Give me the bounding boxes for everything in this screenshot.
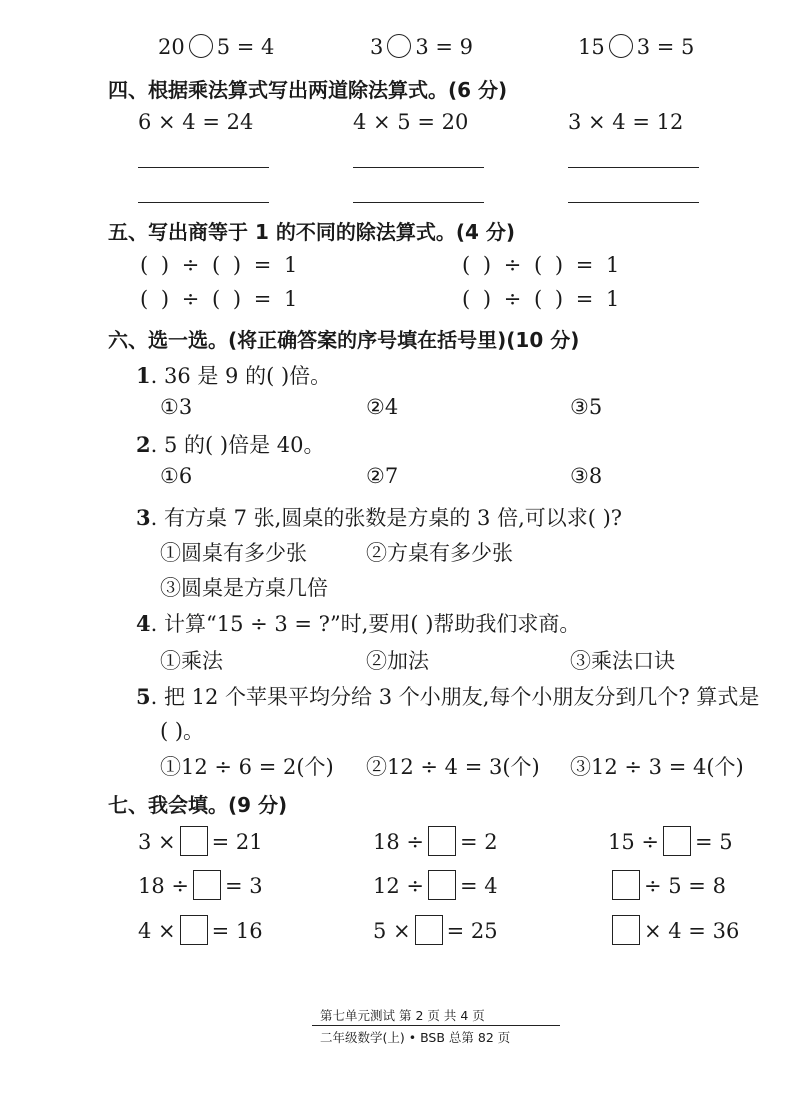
sec3-right: 3 = 9 — [415, 35, 474, 59]
eq-pre: 15 ÷ — [608, 830, 659, 854]
eq-post: × 4 = 36 — [644, 919, 740, 943]
answer-box[interactable] — [428, 826, 456, 856]
eq-pre: 4 × — [138, 919, 176, 943]
sec3-item-1 — [158, 34, 274, 59]
option[interactable]: ①6 — [160, 464, 193, 488]
sec5-template[interactable]: ( ) ÷ ( ) = 1 — [462, 287, 620, 311]
eq-post: = 5 — [695, 830, 733, 854]
question-number: 4 — [136, 611, 151, 636]
fill-equation — [608, 870, 726, 900]
eq-post: = 25 — [446, 919, 498, 943]
answer-circle[interactable] — [387, 34, 411, 58]
eq-post: = 16 — [211, 919, 263, 943]
footer-book-info: 二年级数学(上) • BSB 总第 82 页 — [320, 1030, 511, 1045]
question-number: 5 — [136, 684, 151, 709]
fill-equation — [373, 826, 498, 856]
question-number: 1 — [136, 363, 151, 388]
option[interactable]: ②方桌有多少张 — [366, 541, 513, 565]
section-7-title: 七、我会填。(9 分) — [108, 793, 288, 817]
fill-equation — [373, 870, 498, 900]
option[interactable]: ③12 ÷ 3 = 4(个) — [570, 755, 744, 779]
answer-line[interactable] — [138, 202, 269, 203]
question-text: . 有方桌 7 张,圆桌的张数是方桌的 3 倍,可以求( )? — [150, 506, 623, 530]
sec3-right: 3 = 5 — [636, 35, 695, 59]
question-text-cont: ( )。 — [160, 719, 205, 743]
option[interactable]: ③5 — [570, 395, 603, 419]
sec4-equation-1: 6 × 4 = 24 — [138, 110, 254, 134]
sec3-item-2 — [370, 34, 473, 59]
option[interactable]: ②4 — [366, 395, 399, 419]
question-2 — [136, 429, 324, 459]
question-5 — [136, 681, 759, 711]
answer-box[interactable] — [180, 826, 208, 856]
option[interactable]: ③圆桌是方桌几倍 — [160, 576, 328, 600]
eq-post: ÷ 5 = 8 — [644, 874, 726, 898]
answer-line[interactable] — [138, 167, 269, 168]
fill-equation — [608, 826, 733, 856]
answer-line[interactable] — [568, 167, 699, 168]
answer-box[interactable] — [612, 915, 640, 945]
eq-post: = 21 — [211, 830, 263, 854]
answer-box[interactable] — [428, 870, 456, 900]
question-4 — [136, 608, 580, 638]
eq-pre: 5 × — [373, 919, 411, 943]
fill-equation — [138, 826, 263, 856]
option[interactable]: ③8 — [570, 464, 603, 488]
sec3-left: 20 — [158, 35, 185, 59]
option[interactable]: ①圆桌有多少张 — [160, 541, 307, 565]
answer-box[interactable] — [663, 826, 691, 856]
sec5-template[interactable]: ( ) ÷ ( ) = 1 — [462, 253, 620, 277]
option[interactable]: ②加法 — [366, 649, 429, 673]
question-3 — [136, 502, 622, 532]
question-number: 3 — [136, 505, 151, 530]
sec3-item-3 — [578, 34, 694, 59]
option[interactable]: ③乘法口诀 — [570, 649, 675, 673]
fill-equation — [138, 915, 263, 945]
option[interactable]: ①12 ÷ 6 = 2(个) — [160, 755, 334, 779]
section-5-title: 五、写出商等于 1 的不同的除法算式。(4 分) — [108, 220, 516, 244]
option[interactable]: ①3 — [160, 395, 193, 419]
eq-pre: 3 × — [138, 830, 176, 854]
sec5-template[interactable]: ( ) ÷ ( ) = 1 — [140, 253, 298, 277]
option[interactable]: ②12 ÷ 4 = 3(个) — [366, 755, 540, 779]
answer-circle[interactable] — [609, 34, 633, 58]
fill-equation — [608, 915, 739, 945]
sec3-right: 5 = 4 — [216, 35, 275, 59]
answer-box[interactable] — [415, 915, 443, 945]
sec5-template[interactable]: ( ) ÷ ( ) = 1 — [140, 287, 298, 311]
answer-circle[interactable] — [189, 34, 213, 58]
eq-post: = 4 — [460, 874, 498, 898]
question-number: 2 — [136, 432, 151, 457]
question-1 — [136, 360, 331, 390]
section-6-title: 六、选一选。(将正确答案的序号填在括号里)(10 分) — [108, 328, 580, 352]
option[interactable]: ②7 — [366, 464, 399, 488]
option[interactable]: ①乘法 — [160, 649, 223, 673]
sec4-equation-2: 4 × 5 = 20 — [353, 110, 469, 134]
answer-box[interactable] — [180, 915, 208, 945]
eq-pre: 18 ÷ — [138, 874, 189, 898]
question-text: . 把 12 个苹果平均分给 3 个小朋友,每个小朋友分到几个? 算式是 — [150, 685, 760, 709]
answer-line[interactable] — [353, 202, 484, 203]
footer-divider — [312, 1025, 560, 1026]
answer-line[interactable] — [568, 202, 699, 203]
footer-page-info: 第七单元测试 第 2 页 共 4 页 — [320, 1008, 485, 1023]
eq-pre: 12 ÷ — [373, 874, 424, 898]
answer-line[interactable] — [353, 167, 484, 168]
eq-post: = 2 — [460, 830, 498, 854]
answer-box[interactable] — [193, 870, 221, 900]
sec3-left: 15 — [578, 35, 605, 59]
question-text: . 36 是 9 的( )倍。 — [150, 364, 332, 388]
question-text: . 计算“15 ÷ 3 = ?”时,要用( )帮助我们求商。 — [150, 612, 581, 636]
sec4-equation-3: 3 × 4 = 12 — [568, 110, 684, 134]
question-text: . 5 的( )倍是 40。 — [150, 433, 325, 457]
eq-pre: 18 ÷ — [373, 830, 424, 854]
answer-box[interactable] — [612, 870, 640, 900]
eq-post: = 3 — [225, 874, 263, 898]
fill-equation — [138, 870, 263, 900]
fill-equation — [373, 915, 498, 945]
sec3-left: 3 — [370, 35, 384, 59]
section-4-title: 四、根据乘法算式写出两道除法算式。(6 分) — [108, 78, 508, 102]
